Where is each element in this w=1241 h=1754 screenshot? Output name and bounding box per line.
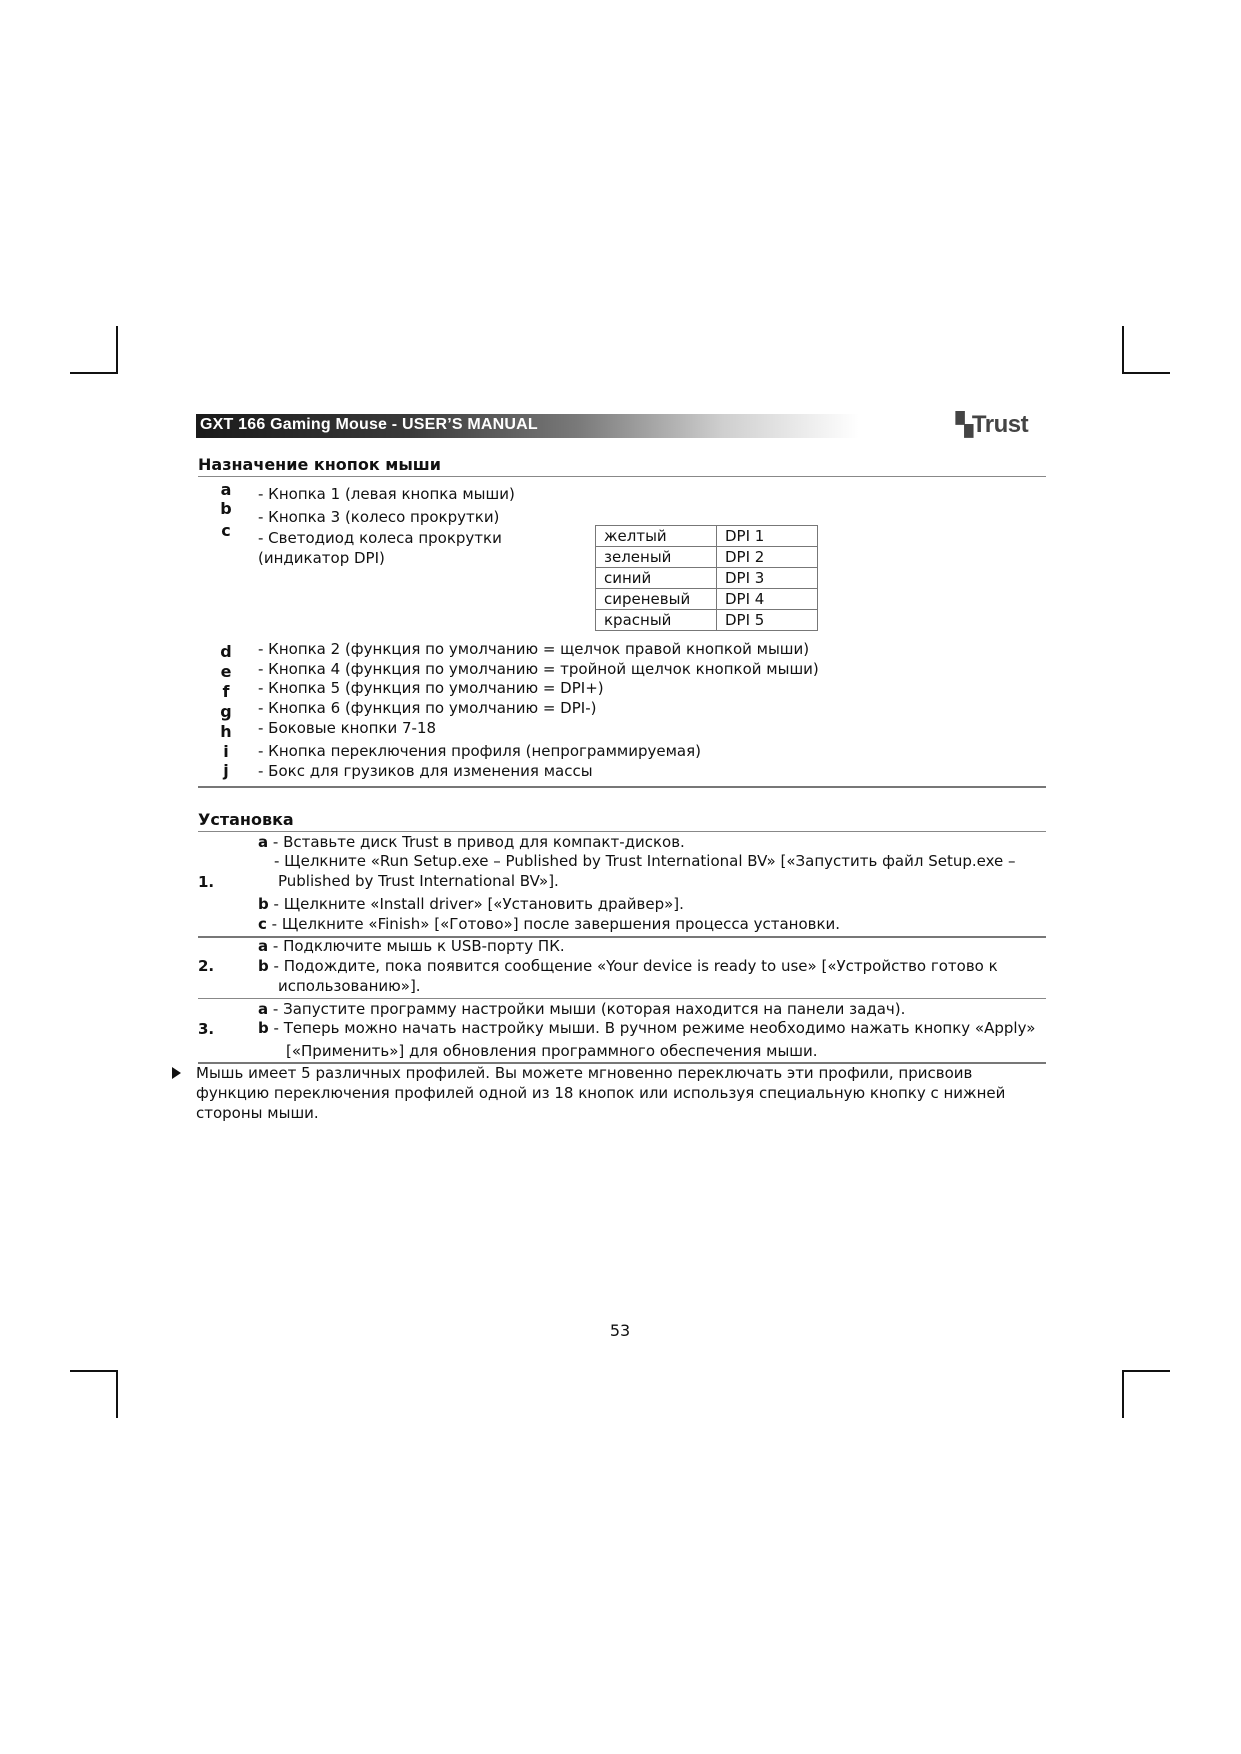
table-cell-color: красный: [596, 610, 717, 631]
step-line: [258, 833, 685, 852]
item-text: - Кнопка 6 (функция по умолчанию = DPI-): [258, 699, 597, 717]
item-letter: h: [220, 722, 232, 741]
note-line: Мышь имеет 5 различных профилей. Вы можете мгновенно переключать эти профили, присвоив: [196, 1064, 973, 1082]
trust-logo: [956, 411, 1028, 439]
step-text: - Щелкните «Finish» [«Готово»] после завершения процесса установки.: [266, 915, 841, 933]
buttons-section-title: Назначение кнопок мыши: [198, 455, 441, 474]
logo-text: Trust: [971, 411, 1029, 438]
install-section-title: Установка: [198, 810, 294, 829]
item-letter: b: [220, 499, 232, 518]
item-text-continued: (индикатор DPI): [258, 549, 385, 567]
table-cell-dpi: DPI 1: [717, 526, 818, 547]
dpi-color-table: [595, 525, 818, 631]
crop-mark-top-left-v: [116, 326, 118, 374]
table-cell-color: синий: [596, 568, 717, 589]
crop-mark-top-right-v: [1122, 326, 1124, 374]
item-text: - Боковые кнопки 7-18: [258, 719, 437, 737]
table-cell-color: сиреневый: [596, 589, 717, 610]
table-cell-dpi: DPI 5: [717, 610, 818, 631]
step-marker: a: [258, 833, 269, 851]
item-text: - Светодиод колеса прокрутки: [258, 529, 502, 547]
step-text: - Подождите, пока появится сообщение «Your device is ready to use» [«Устройство готово к: [268, 957, 998, 975]
item-letter: i: [223, 742, 229, 761]
step-line: Published by Trust International BV»].: [278, 872, 559, 890]
step-marker: b: [258, 895, 269, 913]
step-line: [«Применить»] для обновления программного обеспечения мыши.: [286, 1042, 818, 1060]
step-marker: a: [258, 1000, 269, 1018]
crop-mark-bottom-left-v: [116, 1370, 118, 1418]
step-marker: c: [258, 915, 267, 933]
step-line: [258, 957, 998, 976]
item-text: - Кнопка переключения профиля (непрограммируемая): [258, 742, 701, 760]
step-marker: b: [258, 1019, 269, 1037]
table-cell-color: зеленый: [596, 547, 717, 568]
item-letter: f: [222, 682, 230, 701]
section-divider: [198, 786, 1046, 788]
step-marker: b: [258, 957, 269, 975]
step-line: использованию»].: [278, 977, 421, 995]
table-cell-dpi: DPI 3: [717, 568, 818, 589]
note-line: функцию переключения профилей одной из 18 кнопок или используя специальную кнопку с нижней: [196, 1084, 1006, 1102]
step-text: - Вставьте диск Trust в привод для компакт-дисков.: [268, 833, 685, 851]
crop-mark-bottom-right-h: [1122, 1370, 1170, 1372]
step-text: - Щелкните «Install driver» [«Установить драйвер»].: [268, 895, 684, 913]
table-cell-color: желтый: [596, 526, 717, 547]
section-divider: [198, 831, 1046, 832]
crop-mark-bottom-left-h: [70, 1370, 118, 1372]
page-number: 53: [609, 1321, 631, 1340]
step-text: - Теперь можно начать настройку мыши. В ручном режиме необходимо нажать кнопку «Apply»: [268, 1019, 1036, 1037]
item-text: - Кнопка 5 (функция по умолчанию = DPI+): [258, 679, 604, 697]
item-letter: j: [223, 761, 229, 780]
item-letter: c: [221, 521, 231, 540]
table-row: [596, 547, 818, 568]
step-line: [258, 1019, 1035, 1038]
table-row: [596, 589, 818, 610]
item-letter: e: [220, 662, 232, 681]
section-divider: [198, 476, 1046, 477]
table-row: [596, 568, 818, 589]
step-number: 2.: [198, 957, 215, 975]
item-letter: d: [220, 642, 232, 661]
item-letter: a: [220, 480, 232, 499]
step-number: 1.: [198, 873, 215, 891]
crop-mark-top-left-h: [70, 372, 118, 374]
item-text: - Бокс для грузиков для изменения массы: [258, 762, 593, 780]
item-text: - Кнопка 4 (функция по умолчанию = тройной щелчок кнопкой мыши): [258, 660, 819, 678]
crop-mark-top-right-h: [1122, 372, 1170, 374]
bullet-arrow-icon: [172, 1067, 181, 1079]
step-divider: [198, 998, 1046, 999]
item-letter: g: [220, 702, 232, 721]
table-row: [596, 526, 818, 547]
item-text: - Кнопка 3 (колесо прокрутки): [258, 508, 500, 526]
step-line: [258, 895, 684, 914]
step-text: - Подключите мышь к USB-порту ПК.: [268, 937, 565, 955]
step-line: [258, 915, 840, 934]
step-marker: a: [258, 937, 269, 955]
item-text: - Кнопка 1 (левая кнопка мыши): [258, 485, 515, 503]
step-line: - Щелкните «Run Setup.exe – Published by Trust International BV» [«Запустить файл Setup.exe –: [274, 852, 1016, 870]
item-text: - Кнопка 2 (функция по умолчанию = щелчок правой кнопкой мыши): [258, 640, 810, 658]
step-line: [258, 937, 565, 956]
note-line: стороны мыши.: [196, 1104, 319, 1122]
manual-title: GXT 166 Gaming Mouse - USER’S MANUAL: [200, 416, 538, 433]
step-line: [258, 1000, 905, 1019]
table-cell-dpi: DPI 2: [717, 547, 818, 568]
table-row: [596, 610, 818, 631]
crop-mark-bottom-right-v: [1122, 1370, 1124, 1418]
table-cell-dpi: DPI 4: [717, 589, 818, 610]
trust-logo-icon: ▚: [956, 412, 970, 437]
step-number: 3.: [198, 1020, 215, 1038]
step-text: - Запустите программу настройки мыши (которая находится на панели задач).: [268, 1000, 906, 1018]
